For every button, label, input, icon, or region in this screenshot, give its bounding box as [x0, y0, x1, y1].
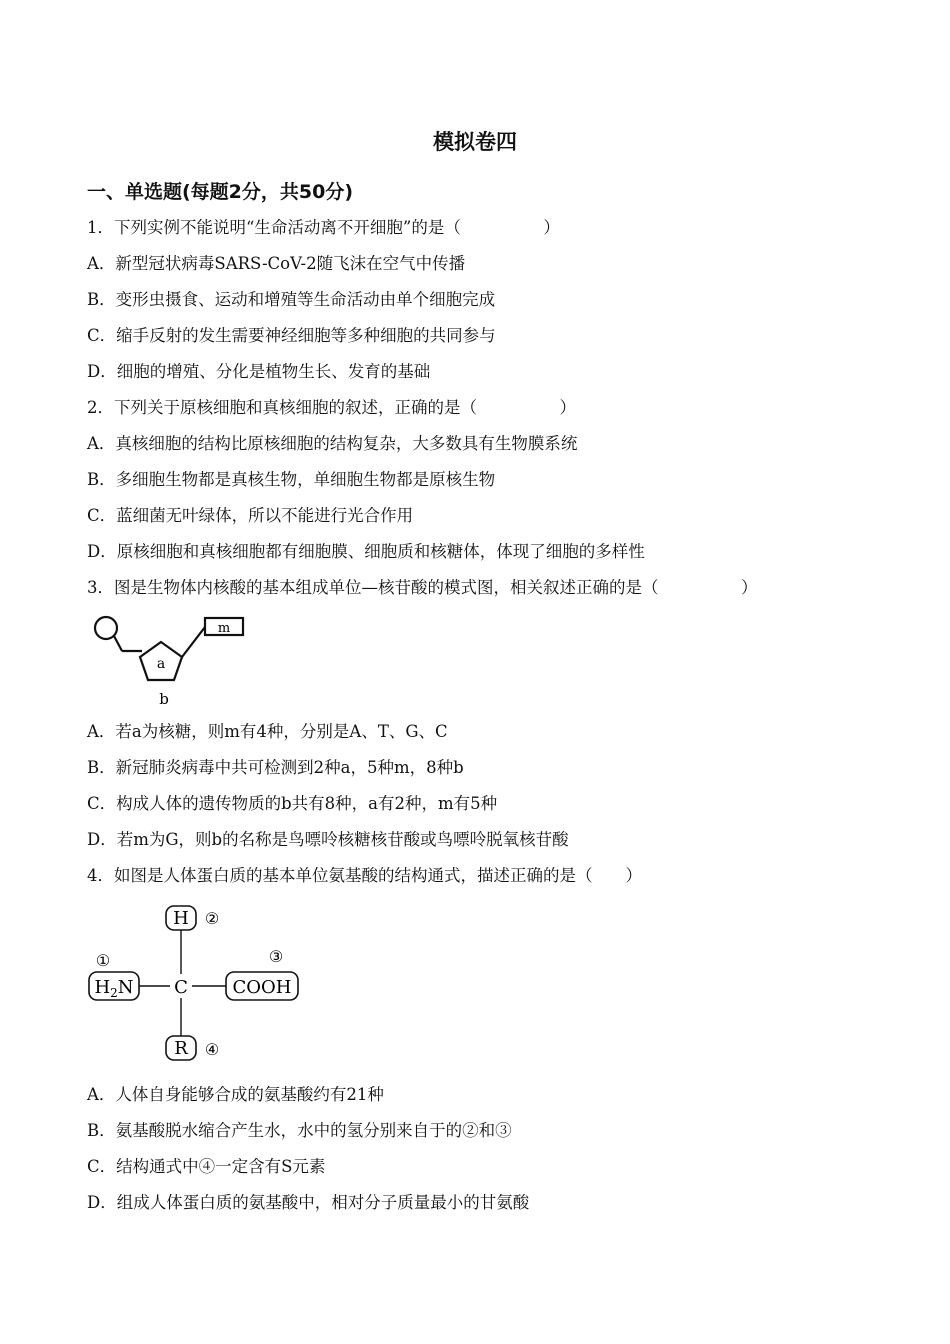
q4-stem: 4．如图是人体蛋白质的基本单位氨基酸的结构通式，描述正确的是（ ）	[87, 866, 642, 885]
q1-stem: 1．下列实例不能说明“生命活动离不开细胞”的是（ ）	[87, 218, 560, 237]
nucleotide-diagram	[88, 610, 248, 710]
q1-option-b: B．变形虫摄食、运动和增殖等生命活动由单个细胞完成	[87, 290, 496, 309]
q4-option-a: A．人体自身能够合成的氨基酸约有21种	[87, 1085, 384, 1104]
q1-option-d: D．细胞的增殖、分化是植物生长、发育的基础	[87, 362, 431, 381]
q2-stem: 2．下列关于原核细胞和真核细胞的叙述，正确的是（ ）	[87, 398, 576, 417]
alpha-carbon: C	[174, 977, 188, 998]
q2-option-d: D．原核细胞和真核细胞都有细胞膜、细胞质和核糖体，体现了细胞的多样性	[87, 542, 645, 561]
base-label: m	[217, 621, 231, 636]
q3-option-a: A．若a为核糖，则m有4种，分别是A、T、G、C	[87, 722, 448, 741]
q1-option-a: A．新型冠状病毒SARS-CoV-2随飞沫在空气中传播	[87, 254, 466, 273]
q3-option-c: C．构成人体的遗传物质的b共有8种，a有2种，m有5种	[87, 794, 498, 813]
label-1: ①	[95, 951, 111, 970]
amino-acid-diagram	[86, 900, 316, 1070]
q4-option-b: B．氨基酸脱水缩合产生水，水中的氢分别来自于的②和③	[87, 1121, 512, 1140]
label-3: ③	[268, 947, 284, 966]
q3-option-d: D．若m为G，则b的名称是鸟嘌呤核糖核苷酸或鸟嘌呤脱氧核苷酸	[87, 830, 569, 849]
q4-option-c: C．结构通式中④一定含有S元素	[87, 1157, 326, 1176]
sugar-label: a	[156, 656, 166, 672]
label-2: ②	[204, 909, 220, 928]
svg-text:H2N: $H_2N$	[94, 977, 134, 1000]
q2-option-c: C．蓝细菌无叶绿体，所以不能进行光合作用	[87, 506, 414, 525]
page-title: 模拟卷四	[433, 130, 517, 154]
svg-text:H: H	[173, 908, 189, 929]
nucleotide-label: b	[159, 690, 169, 708]
q2-option-a: A．真核细胞的结构比原核细胞的结构复杂，大多数具有生物膜系统	[87, 434, 578, 453]
svg-text:COOH: COOH	[232, 977, 292, 998]
svg-text:R: R	[174, 1038, 188, 1059]
section-heading: 一、单选题(每题2分，共50分)	[87, 181, 354, 203]
q2-option-b: B．多细胞生物都是真核生物，单细胞生物都是原核生物	[87, 470, 496, 489]
label-4: ④	[204, 1040, 220, 1059]
q3-stem: 3．图是生物体内核酸的基本组成单位—核苷酸的模式图，相关叙述正确的是（ ）	[87, 578, 758, 597]
q1-option-c: C．缩手反射的发生需要神经细胞等多种细胞的共同参与	[87, 326, 496, 345]
q4-option-d: D．组成人体蛋白质的氨基酸中，相对分子质量最小的甘氨酸	[87, 1193, 530, 1212]
q3-option-b: B．新冠肺炎病毒中共可检测到2种a，5种m，8种b	[87, 758, 464, 777]
phosphate-circle	[95, 617, 117, 639]
